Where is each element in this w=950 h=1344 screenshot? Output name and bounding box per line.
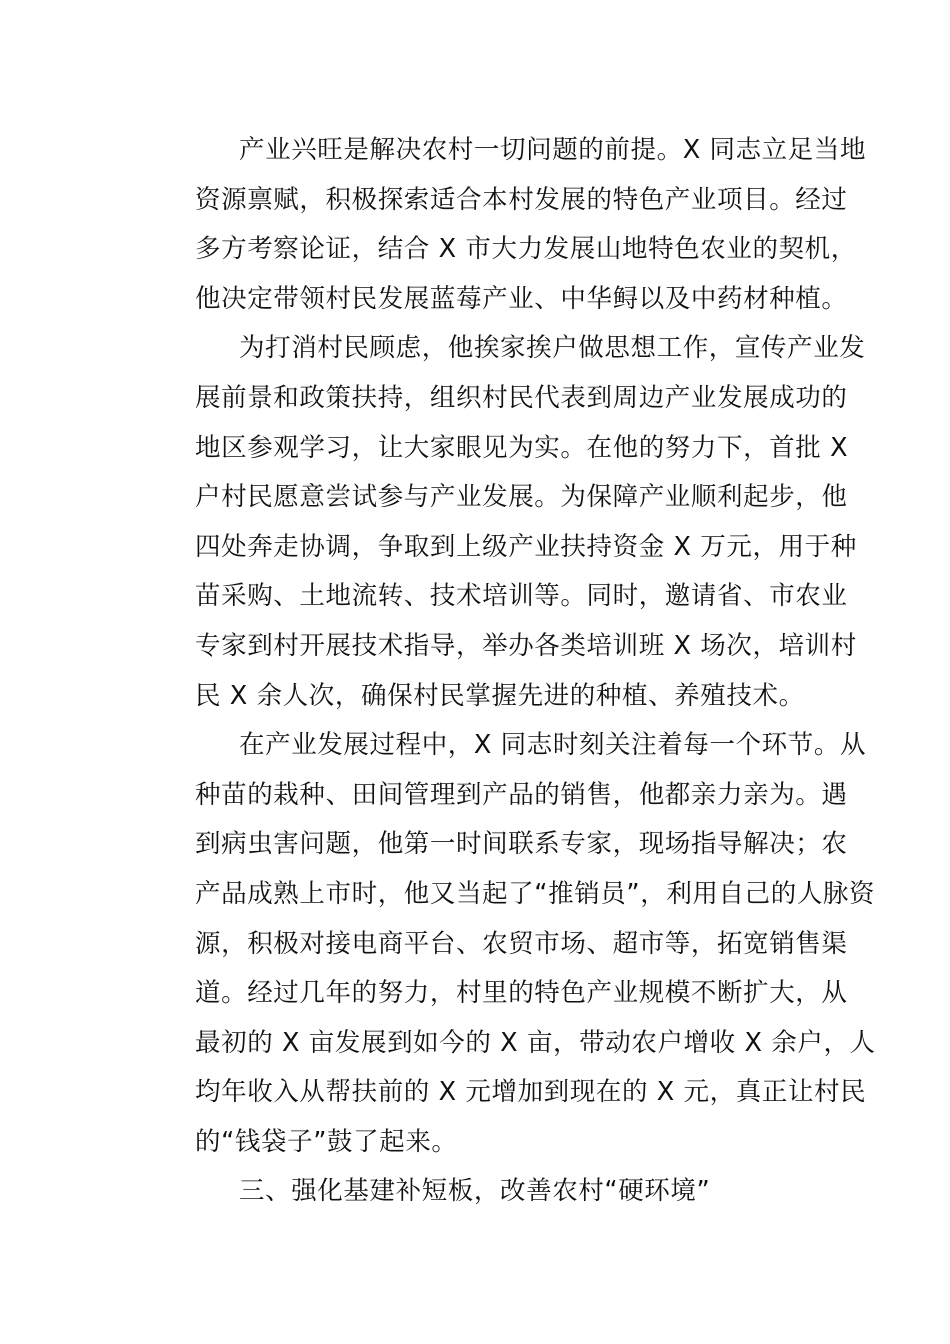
paragraph-industry-prosperity [144, 126, 867, 324]
text-line: 苗采购、土地流转、技术培训等。同时，邀请省、市农业 [195, 581, 848, 612]
text-line: 在产业发展过程中，X 同志时刻关注着每一个环节。从 [239, 730, 867, 761]
text-line: 为打消村民顾虑，他挨家挨户做思想工作，宣传产业发 [239, 333, 866, 364]
text-line: 他决定带领村民发展蓝莓产业、中华鲟以及中药材种植。 [195, 283, 848, 314]
text-line: 展前景和政策扶持，组织村民代表到周边产业发展成功的 [195, 382, 848, 413]
text-line: 道。经过几年的努力，村里的特色产业规模不断扩大，从 [195, 978, 848, 1009]
text-line: 四处奔走协调，争取到上级产业扶持资金 X 万元，用于种 [195, 531, 857, 562]
text-line: 的“钱袋子”鼓了起来。 [195, 1126, 458, 1157]
text-line: 种苗的栽种、田间管理到产品的销售，他都亲力亲为。遇 [195, 779, 848, 810]
text-line: 户村民愿意尝试参与产业发展。为保障产业顺利起步，他 [195, 482, 848, 513]
text-line: 多方考察论证，结合 X 市大力发展山地特色农业的契机， [195, 234, 857, 265]
text-line: 民 X 余人次，确保村民掌握先进的种植、养殖技术。 [195, 680, 805, 711]
text-line: 最初的 X 亩发展到如今的 X 亩，带动农户增收 X 余户，人 [195, 1027, 876, 1058]
paragraph-persuade-villagers [144, 324, 866, 721]
text-line: 产业兴旺是解决农村一切问题的前提。X 同志立足当地 [239, 135, 867, 165]
text-line: 资源禀赋，积极探索适合本村发展的特色产业项目。经过 [195, 184, 848, 215]
text-line: 专家到村开展技术指导，举办各类培训班 X 场次，培训村 [195, 630, 857, 661]
section-heading-text: 三、强化基建补短板，改善农村“硬环境” [239, 1176, 711, 1207]
text-line: 地区参观学习，让大家眼见为实。在他的努力下，首批 X [195, 432, 849, 463]
text-line: 到病虫害问题，他第一时间联系专家，现场指导解决；农 [195, 829, 848, 860]
text-line: 均年收入从帮扶前的 X 元增加到现在的 X 元，真正让村民 [195, 1077, 867, 1108]
section-heading [144, 1167, 804, 1217]
paragraph-industry-development [144, 721, 876, 1167]
text-line: 源，积极对接电商平台、农贸市场、超市等，拓宽销售渠 [195, 928, 848, 959]
text-line: 产品成熟上市时，他又当起了“推销员”，利用自己的人脉资 [195, 878, 876, 909]
document-body [144, 126, 876, 1217]
